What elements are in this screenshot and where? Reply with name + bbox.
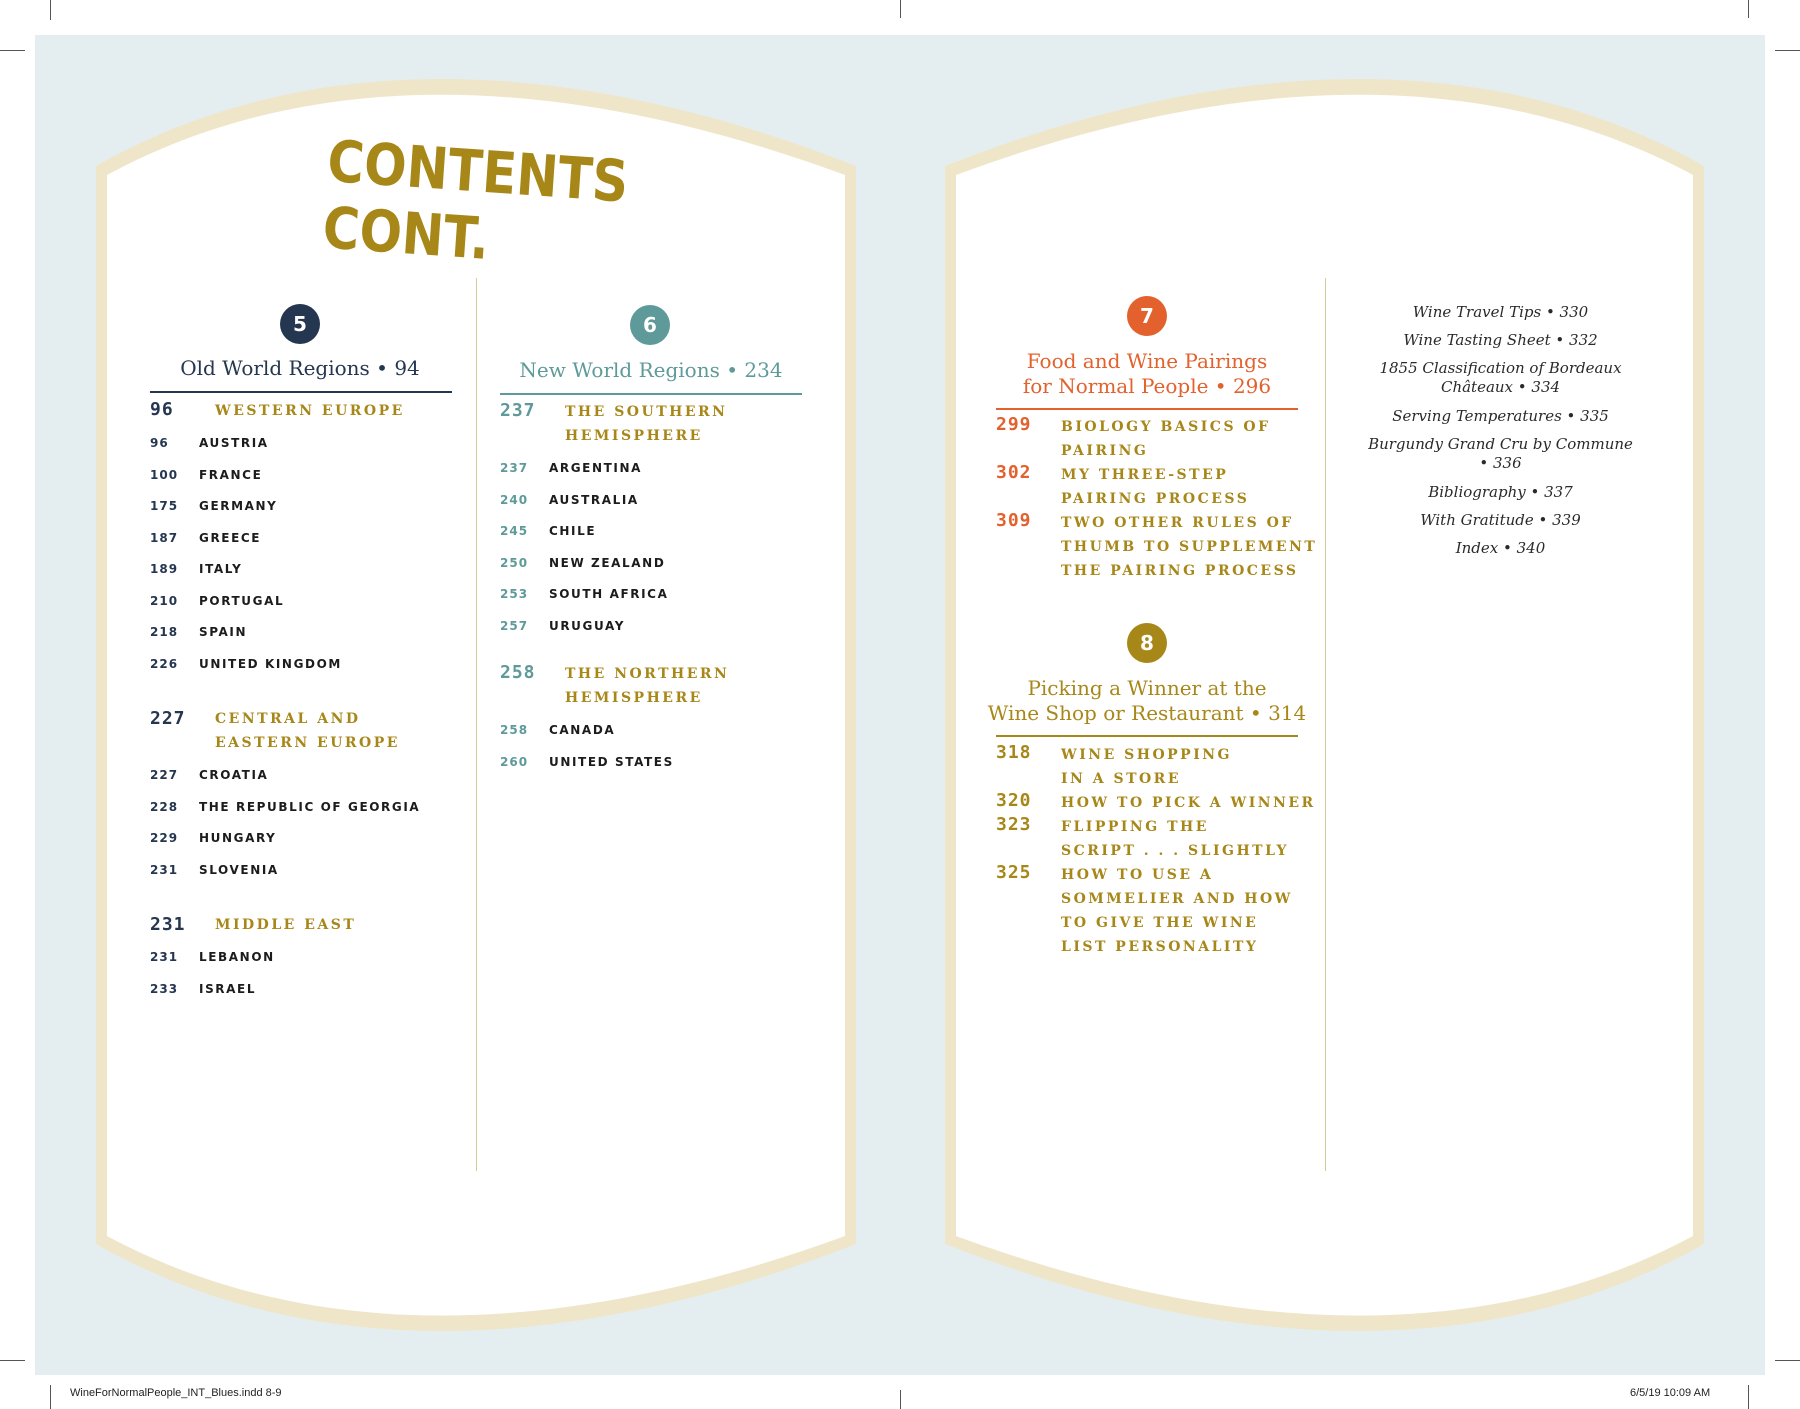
entry-name: SLOVENIA — [199, 863, 279, 877]
entry-page: 245 — [500, 524, 529, 538]
entry-name: ISRAEL — [199, 982, 257, 996]
entry-name: LEBANON — [199, 950, 275, 964]
entry-page: 257 — [500, 619, 529, 633]
entry-page: 260 — [500, 755, 529, 769]
entry-name: PORTUGAL — [199, 594, 285, 608]
section-number: 258 — [500, 662, 536, 683]
chapter-7-rule — [996, 408, 1298, 410]
section-number: 325 — [996, 862, 1032, 883]
section-title: HOW TO USE A — [1061, 867, 1214, 883]
section-title: PAIRING — [1061, 443, 1149, 459]
entry-page: 231 — [150, 863, 179, 877]
entry-page: 231 — [150, 950, 179, 964]
section-number: 96 — [150, 399, 174, 420]
entry-name: SPAIN — [199, 625, 248, 639]
entry-name: UNITED STATES — [549, 755, 674, 769]
section-number: 318 — [996, 742, 1032, 763]
column-divider-left — [476, 278, 477, 1171]
back-matter-item: • 336 — [1479, 454, 1522, 472]
back-matter-item: Wine Tasting Sheet • 332 — [1403, 331, 1598, 349]
entry-page: 218 — [150, 625, 179, 639]
entry-page: 96 — [150, 436, 169, 450]
section-title: IN A STORE — [1061, 771, 1181, 787]
section-title: HEMISPHERE — [565, 690, 703, 706]
section-title: THUMB TO SUPPLEMENT — [1061, 539, 1318, 555]
entry-page: 253 — [500, 587, 529, 601]
section-title: TWO OTHER RULES OF — [1061, 515, 1294, 531]
entry-page: 189 — [150, 562, 179, 576]
entry-name: FRANCE — [199, 468, 263, 482]
back-matter-item: Index • 340 — [1455, 539, 1546, 557]
section-title: MY THREE-STEP — [1061, 467, 1229, 483]
entry-page: 210 — [150, 594, 179, 608]
entry-name: CANADA — [549, 723, 616, 737]
entry-page: 187 — [150, 531, 179, 545]
section-title: THE NORTHERN — [565, 666, 730, 682]
chapter-5-title: Old World Regions • 94 — [180, 356, 420, 380]
back-matter-item: With Gratitude • 339 — [1420, 511, 1581, 529]
chapter-5-badge: 5 — [280, 304, 320, 344]
entry-page: 229 — [150, 831, 179, 845]
entry-name: ARGENTINA — [549, 461, 642, 475]
section-title: THE SOUTHERN — [565, 404, 728, 420]
back-matter-item: Wine Travel Tips • 330 — [1412, 303, 1589, 321]
section-number: 323 — [996, 814, 1032, 835]
entry-name: AUSTRALIA — [549, 493, 639, 507]
section-title: FLIPPING THE — [1061, 819, 1209, 835]
section-title: CENTRAL AND — [215, 711, 361, 727]
page-title: CONTENTS CONT. — [320, 128, 631, 273]
chapter-7-badge: 7 — [1127, 296, 1167, 336]
entry-name: ITALY — [199, 562, 243, 576]
section-title: WINE SHOPPING — [1061, 747, 1233, 763]
chapter-6-badge: 6 — [630, 305, 670, 345]
entry-page: 175 — [150, 499, 179, 513]
footer-file-name: WineForNormalPeople_INT_Blues.indd 8-9 — [70, 1387, 282, 1399]
entry-name: GERMANY — [199, 499, 278, 513]
column-divider-right — [1325, 278, 1326, 1171]
entry-name: THE REPUBLIC OF GEORGIA — [199, 800, 421, 814]
section-title: SCRIPT . . . SLIGHTLY — [1061, 843, 1290, 859]
back-matter-item: Burgundy Grand Cru by Commune — [1368, 435, 1633, 453]
entry-page: 228 — [150, 800, 179, 814]
back-matter-item: Serving Temperatures • 335 — [1392, 407, 1609, 425]
section-title: MIDDLE EAST — [215, 917, 357, 933]
section-title: PAIRING PROCESS — [1061, 491, 1250, 507]
footer-timestamp: 6/5/19 10:09 AM — [1630, 1387, 1711, 1399]
section-title: HEMISPHERE — [565, 428, 703, 444]
entry-page: 258 — [500, 723, 529, 737]
chapter-8-title-line-2: Wine Shop or Restaurant • 314 — [987, 701, 1307, 725]
section-number: 320 — [996, 790, 1032, 811]
entry-page: 250 — [500, 556, 529, 570]
entry-page: 233 — [150, 982, 179, 996]
back-matter-item: Bibliography • 337 — [1428, 483, 1573, 501]
chapter-6-rule — [500, 393, 802, 395]
chapter-7-title-line-2: for Normal People • 296 — [1022, 374, 1272, 398]
entry-name: HUNGARY — [199, 831, 277, 845]
entry-page: 237 — [500, 461, 529, 475]
entry-name: AUSTRIA — [199, 436, 269, 450]
section-title: HOW TO PICK A WINNER — [1061, 795, 1316, 811]
section-title: LIST PERSONALITY — [1061, 939, 1259, 955]
entry-name: SOUTH AFRICA — [549, 587, 669, 601]
chapter-8-title-line-1: Picking a Winner at the — [1027, 676, 1267, 700]
back-matter-item: 1855 Classification of Bordeaux — [1379, 359, 1622, 377]
section-title: THE PAIRING PROCESS — [1061, 563, 1299, 579]
chapter-7-title-line-1: Food and Wine Pairings — [1026, 349, 1268, 373]
chapter-8-rule — [996, 735, 1298, 737]
chapter-5-rule — [150, 391, 452, 393]
section-number: 237 — [500, 400, 536, 421]
entry-page: 240 — [500, 493, 529, 507]
entry-name: URUGUAY — [549, 619, 625, 633]
section-title: BIOLOGY BASICS OF — [1061, 419, 1271, 435]
chapter-6-title: New World Regions • 234 — [519, 358, 783, 382]
entry-name: CHILE — [549, 524, 597, 538]
section-title: EASTERN EUROPE — [215, 735, 400, 751]
entry-name: NEW ZEALAND — [549, 556, 666, 570]
entry-page: 100 — [150, 468, 179, 482]
entry-name: CROATIA — [199, 768, 269, 782]
chapter-8-badge: 8 — [1127, 623, 1167, 663]
section-number: 227 — [150, 708, 186, 729]
entry-name: GREECE — [199, 531, 262, 545]
section-title: SOMMELIER AND HOW — [1061, 891, 1293, 907]
back-matter-item: Châteaux • 334 — [1440, 378, 1561, 396]
section-number: 299 — [996, 414, 1032, 435]
section-number: 302 — [996, 462, 1032, 483]
section-number: 309 — [996, 510, 1032, 531]
section-title: WESTERN EUROPE — [215, 403, 405, 419]
section-number: 231 — [150, 914, 186, 935]
entry-page: 226 — [150, 657, 179, 671]
section-title: TO GIVE THE WINE — [1061, 915, 1259, 931]
entry-page: 227 — [150, 768, 179, 782]
entry-name: UNITED KINGDOM — [199, 657, 342, 671]
